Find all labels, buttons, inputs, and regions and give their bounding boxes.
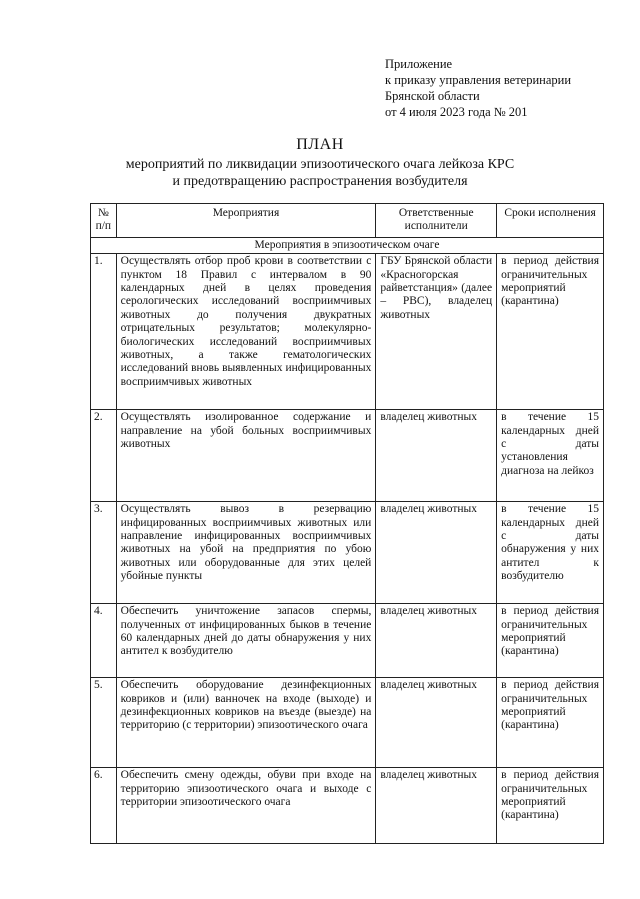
row-responsible: владелец животных — [376, 502, 497, 604]
row-num: 5. — [91, 678, 117, 768]
row-responsible: владелец животных — [376, 410, 497, 502]
row-action: Обеспечить уничтожение запасов спермы, полученных от инфицированных быков в течение 60 календарных дней до даты обнаружения у них антител к возбудителю — [116, 604, 376, 678]
row-action: Осуществлять отбор проб крови в соответствии с пунктом 18 Правил с интервалом в 90 календарных дней в целях проведения серологических исследований восприимчивых животных до получения двукратных отрицательных результатов; молекулярно-биологических исследований восприимчивых животных, а также гематологических исследований вновь выявленных инфицированных восприимчивых животных — [116, 254, 376, 410]
row-action: Обеспечить оборудование дезинфекционных ковриков и (или) ванночек на входе (выходе) и дезинфекционных ковриков на въезде (выезде) на территорию (с территории) эпизоотического очага — [116, 678, 376, 768]
row-responsible: ГБУ Брянской области «Красногорская райветстанция» (далее – РВС), владелец животных — [376, 254, 497, 410]
row-action: Осуществлять вывоз в резервацию инфицированных восприимчивых животных или направление инфицированных восприимчивых животных на убой на предприятия по убою животных или оборудованные для этих целей убойные пункты — [116, 502, 376, 604]
table-row — [91, 678, 604, 768]
row-term: в период действия ограничительных мероприятий (карантина) — [497, 678, 604, 768]
section-row — [91, 237, 604, 253]
header-action: Мероприятия — [116, 204, 376, 238]
row-num: 2. — [91, 410, 117, 502]
table-header-row — [91, 204, 604, 238]
row-num: 4. — [91, 604, 117, 678]
row-responsible: владелец животных — [376, 678, 497, 768]
subtitle-line: и предотвращению распространения возбудителя — [172, 174, 468, 189]
table-row — [91, 502, 604, 604]
row-term: в период действия ограничительных мероприятий (карантина) — [497, 768, 604, 844]
appendix-line: Брянской области — [385, 89, 480, 103]
row-responsible: владелец животных — [376, 768, 497, 844]
header-num: № п/п — [91, 204, 117, 238]
row-action: Обеспечить смену одежды, обуви при входе на территорию эпизоотического очага и выходе с территории эпизоотического очага — [116, 768, 376, 844]
section-title: Мероприятия в эпизоотическом очаге — [91, 237, 604, 253]
table-row — [91, 768, 604, 844]
row-responsible: владелец животных — [376, 604, 497, 678]
appendix-line: Приложение — [385, 57, 453, 71]
appendix-block — [385, 56, 571, 120]
row-num: 1. — [91, 254, 117, 410]
table-row — [91, 410, 604, 502]
document-subtitle — [100, 156, 540, 190]
appendix-line: к приказу управления ветеринарии — [385, 73, 572, 87]
row-term: в течение 15 календарных дней с даты установления диагноза на лейкоз — [497, 410, 604, 502]
table-row — [91, 604, 604, 678]
appendix-line: от 4 июля 2023 года № 201 — [385, 105, 528, 119]
row-term: в период действия ограничительных мероприятий (карантина) — [497, 604, 604, 678]
header-responsible: Ответственные исполнители — [376, 204, 497, 238]
table-row — [91, 254, 604, 410]
header-term: Сроки исполнения — [497, 204, 604, 238]
subtitle-line: мероприятий по ликвидации эпизоотического очага лейкоза КРС — [125, 157, 515, 172]
row-num: 3. — [91, 502, 117, 604]
plan-table — [90, 203, 604, 844]
row-num: 6. — [91, 768, 117, 844]
document-title: ПЛАН — [296, 136, 344, 153]
row-term: в период действия ограничительных мероприятий (карантина) — [497, 254, 604, 410]
row-action: Осуществлять изолированное содержание и направление на убой больных восприимчивых животных — [116, 410, 376, 502]
row-term: в течение 15 календарных дней с даты обнаружения у них антител к возбудителю — [497, 502, 604, 604]
